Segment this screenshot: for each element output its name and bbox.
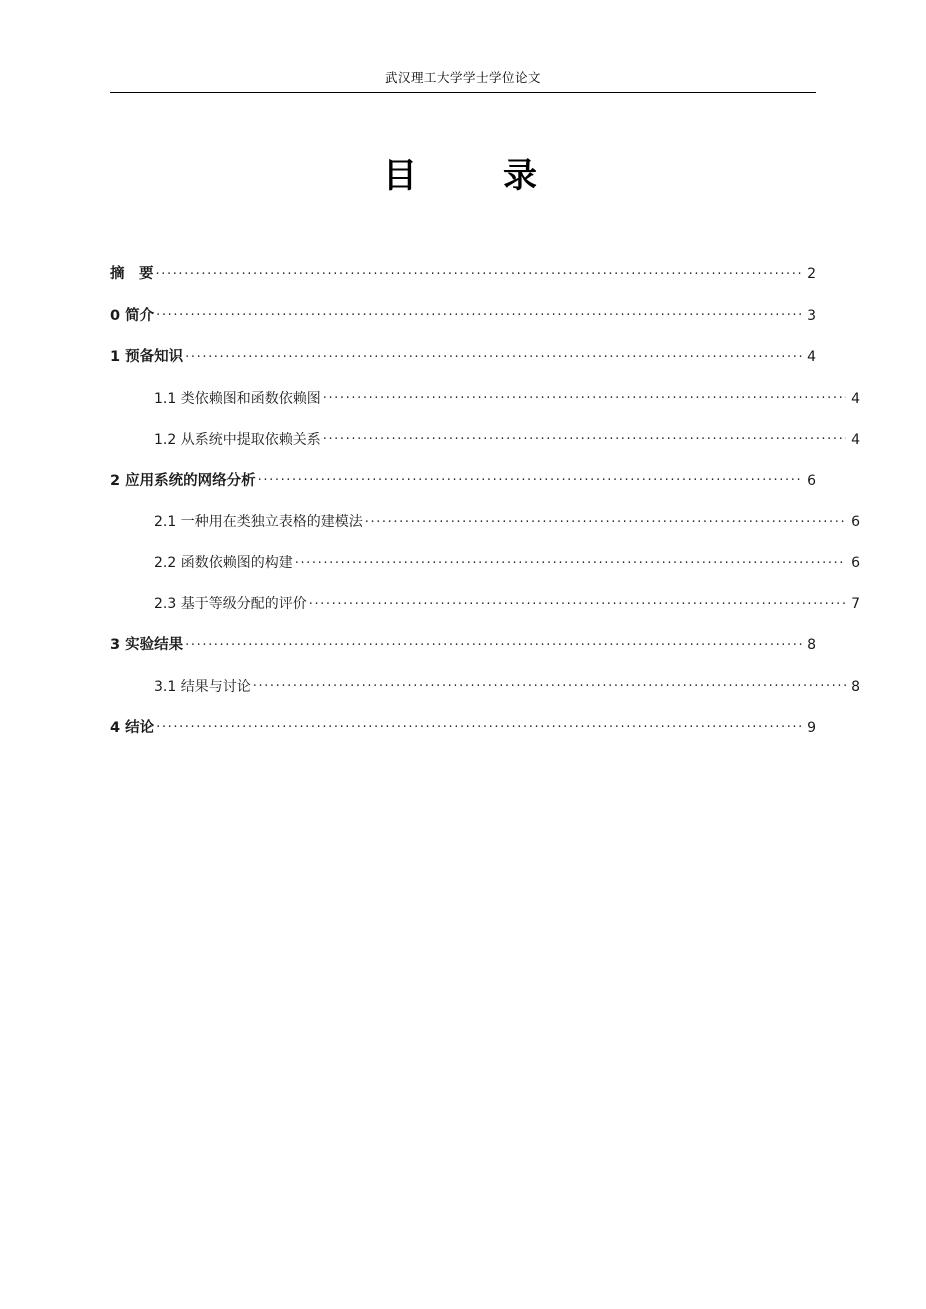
toc-entry-page: 7: [851, 596, 860, 612]
toc-entry[interactable]: [110, 633, 816, 653]
toc-entry-label: 3 实验结果: [110, 637, 184, 653]
toc-entry-page: 4: [807, 349, 816, 365]
spacer: [110, 488, 816, 510]
spacer: [110, 406, 816, 428]
toc-entry-page: 6: [851, 514, 860, 530]
toc-leader-dots: [323, 387, 846, 403]
toc-entry[interactable]: [110, 551, 860, 570]
toc-entry[interactable]: [110, 469, 816, 489]
toc-leader-dots: [156, 304, 802, 320]
toc-entry[interactable]: [110, 262, 816, 282]
toc-leader-dots: [309, 592, 846, 608]
toc-entry-page: 6: [807, 472, 816, 489]
running-header: 武汉理工大学学士学位论文: [384, 70, 541, 85]
spacer: [110, 365, 816, 387]
toc-leader-dots: [258, 469, 802, 485]
toc-entry-page: 3: [807, 307, 816, 324]
spacer: [110, 282, 816, 304]
toc-entry[interactable]: [110, 428, 860, 447]
toc-entry-label: 3.1 结果与讨论: [154, 678, 251, 695]
toc-entry[interactable]: [110, 592, 860, 611]
toc-entry-page: 9: [807, 719, 816, 736]
toc-leader-dots: [156, 716, 802, 732]
toc-leader-dots: [295, 551, 846, 567]
toc-entry-page: 4: [851, 431, 860, 448]
spacer: [110, 447, 816, 469]
toc-leader-dots: [253, 675, 846, 691]
toc-leader-dots: [323, 428, 846, 444]
toc-entry-label: 2.1 一种用在类独立表格的建模法: [154, 514, 363, 530]
toc-entry[interactable]: [110, 304, 816, 324]
toc-entry[interactable]: [110, 387, 860, 406]
toc-entry-label: 1 预备知识: [110, 349, 184, 365]
toc-leader-dots: [185, 345, 802, 361]
toc-entry-label: 1.2 从系统中提取依赖关系: [154, 431, 321, 448]
header-divider: [110, 92, 816, 93]
toc-entry-page: 2: [807, 266, 816, 282]
toc-entry[interactable]: [110, 510, 860, 529]
page-title: 目 录: [383, 156, 543, 196]
toc-entry-page: 8: [851, 678, 860, 695]
toc-entry-page: 6: [851, 555, 860, 571]
toc-entry-label: 2.3 基于等级分配的评价: [154, 596, 307, 612]
toc-entry-label: 2 应用系统的网络分析: [110, 472, 256, 489]
spacer: [110, 529, 816, 551]
spacer: [110, 611, 816, 633]
table-of-contents: [110, 262, 860, 736]
toc-entry-label: 0 简介: [110, 307, 155, 324]
toc-entry-page: 8: [807, 637, 816, 653]
toc-entry-label: 1.1 类依赖图和函数依赖图: [154, 390, 321, 407]
spacer: [110, 694, 816, 716]
toc-entry[interactable]: [110, 675, 860, 694]
toc-entry-page: 4: [851, 390, 860, 407]
toc-entry-label: 2.2 函数依赖图的构建: [154, 555, 293, 571]
toc-entry[interactable]: [110, 716, 816, 736]
toc-entry[interactable]: [110, 345, 816, 365]
toc-entry-label: 摘 要: [110, 266, 154, 282]
toc-entry-label: 4 结论: [110, 719, 155, 736]
toc-leader-dots: [156, 262, 803, 278]
spacer: [110, 323, 816, 345]
spacer: [110, 653, 816, 675]
toc-leader-dots: [185, 633, 802, 649]
spacer: [110, 570, 816, 592]
toc-leader-dots: [365, 510, 846, 526]
